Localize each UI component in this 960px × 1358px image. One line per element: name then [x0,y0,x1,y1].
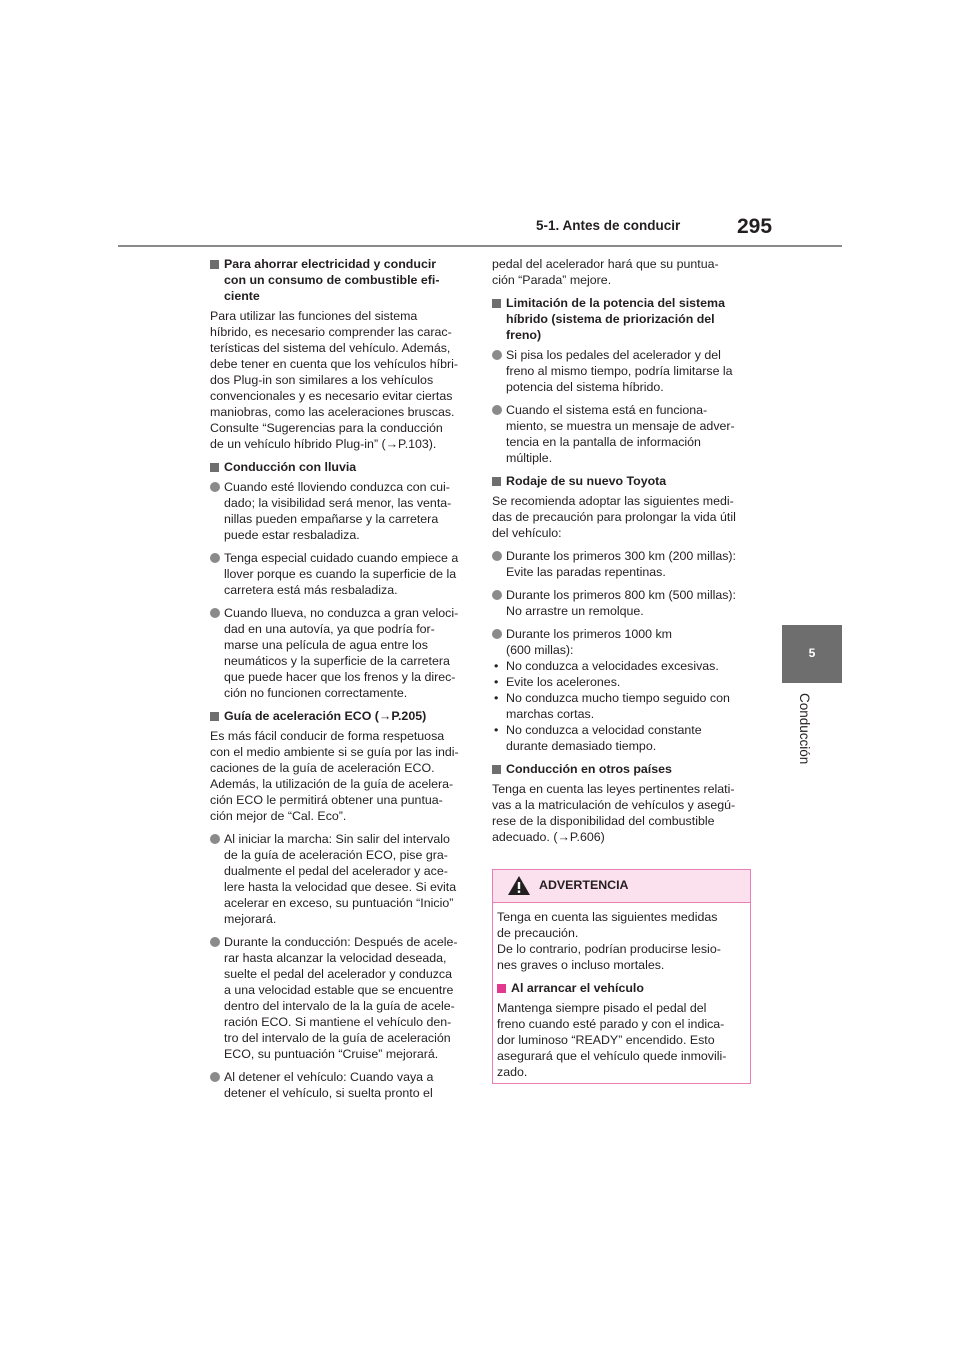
text-line: llover porque es cuando la superficie de la [224,567,457,581]
text-line: que puede hacer que los frenos y la direc- [224,670,456,684]
text-line: lere hasta la velocidad que desee. Si evita [224,880,457,894]
warning-header [493,870,750,903]
text-line: de la guía de aceleración ECO, pise gra- [224,848,448,862]
sub-bullet-mark: • [494,691,499,705]
text-line: miento, se muestra un mensaje de adver- [506,419,735,433]
text-line: neumáticos y la superficie de la carretera [224,654,450,668]
text-line: múltiple. [506,451,553,465]
text-line: detener el vehículo, si suelta pronto el [224,1086,433,1100]
bullet-item [210,934,466,1062]
text-line: carretera está más resbaladiza. [224,583,398,597]
header-rule [118,245,842,247]
chapter-tab-label: Conducción [797,693,812,765]
text-line: dad en una autovía, ya que podría for- [224,622,435,636]
text-line: pedal del acelerador hará que su puntua- [492,257,719,271]
text-line: ción no funcionen correctamente. [224,686,408,700]
paragraph-continued [492,256,748,288]
warning-triangle-icon [507,875,531,896]
text-line: tencia en la pantalla de información [506,435,701,449]
text-line: zado. [497,1065,528,1079]
sub-bullet-mark: • [494,675,499,689]
text-line: ción “Parada” mejore. [492,273,612,287]
text-line: Conducción con lluvia [224,460,357,474]
text-line: marse una película de agua entre los [224,638,428,652]
text-line: Cuando esté lloviendo conduzca con cui- [224,480,450,494]
text-line: Si pisa los pedales del acelerador y del [506,348,721,362]
text-line: Rodaje de su nuevo Toyota [506,474,667,488]
sub-bullet-item [492,674,748,690]
text-line: Mantenga siempre pisado el pedal del [497,1001,707,1015]
text-line: adecuado. (→P.606) [492,830,605,844]
text-line: Además, la utilización de la guía de acelera- [210,777,454,791]
paragraph [210,308,466,452]
square-bullet-icon [497,984,506,993]
text-line: Durante la conducción: Después de acele- [224,935,458,949]
text-line: caciones de la guía de aceleración ECO. [210,761,435,775]
text-line: Se recomienda adoptar las siguientes medi- [492,494,734,508]
bullet-item [210,831,466,927]
text-line: nes graves o incluso mortales. [497,958,665,972]
warning-intro [497,909,746,973]
text-line: ciente [224,289,260,303]
bullet-item [492,347,748,395]
text-line: de un vehículo híbrido Plug-in” (→P.103). [210,437,437,451]
circle-bullet-icon [210,553,220,563]
text-line: dado; la visibilidad será menor, las venta- [224,496,452,510]
section-heading [210,459,466,475]
paragraph [492,781,748,845]
bullet-item [492,587,748,619]
text-line: Al detener el vehículo: Cuando vaya a [224,1070,434,1084]
text-line: Limitación de la potencia del sistema [506,296,725,310]
square-bullet-icon [492,477,501,486]
sub-bullet-mark: • [494,723,499,737]
section-heading [492,761,748,777]
text-line: con un consumo de combustible efi- [224,273,440,287]
circle-bullet-icon [210,937,220,947]
warning-box [492,869,751,1084]
text-line: debe tener en cuenta que los vehículos híbri- [210,357,458,371]
text-line: a una velocidad estable que se encuentre [224,983,454,997]
text-line: (600 millas): [506,643,574,657]
warning-body [493,903,750,1080]
section-heading [210,708,466,724]
text-line: Conducción en otros países [506,762,672,776]
text-line: de precaución. [497,926,579,940]
chapter-tab-number: 5 [808,646,816,660]
text-line: De lo contrario, podrían producirse lesio- [497,942,721,956]
text-line: potencia del sistema híbrido. [506,380,664,394]
circle-bullet-icon [492,629,502,639]
sub-bullet-item [492,690,748,722]
bullet-item [210,479,466,543]
text-line: freno) [506,328,542,342]
text-line: vas a la matriculación de vehículos y asegú- [492,798,736,812]
text-line: tro del intervalo de la guía de aceleración [224,1031,451,1045]
text-line: No arrastre un remolque. [506,604,644,618]
text-line: No conduzca a velocidad constante [506,723,702,737]
text-line: puede estar resbaladiza. [224,528,360,542]
text-line: acelerar en exceso, su puntuación “Inicio” [224,896,454,910]
circle-bullet-icon [492,350,502,360]
text-line: Al arrancar el vehículo [511,981,644,995]
page-number: 295 [737,215,773,238]
square-bullet-icon [492,765,501,774]
circle-bullet-icon [210,608,220,618]
warning-paragraph [497,1000,746,1080]
text-line: Tenga en cuenta las siguientes medidas [497,910,718,924]
circle-bullet-icon [210,1072,220,1082]
text-line: híbrido (sistema de priorización del [506,312,715,326]
text-line: Guía de aceleración ECO (→P.205) [224,709,427,723]
square-bullet-icon [210,712,219,721]
bullet-item [210,605,466,701]
text-line: dualmente el pedal del acelerador y ace- [224,864,448,878]
sub-bullet-item [492,722,748,754]
bullet-item [492,402,748,466]
bullet-item [210,1069,466,1101]
text-line: freno cuando esté parado y con el indica- [497,1017,725,1031]
text-line: Evite los acelerones. [506,675,621,689]
circle-bullet-icon [492,590,502,600]
bullet-item [492,626,748,658]
section-header: 5-1. Antes de conducir [536,218,681,233]
text-line: rese de la disponibilidad del combustible [492,814,715,828]
bullet-item [210,550,466,598]
text-line: das de precaución para prolongar la vida útil [492,510,736,524]
text-line: ción ECO le permitirá obtener una puntua- [210,793,443,807]
text-line: suelte el pedal del acelerador y conduzca [224,967,452,981]
text-line: ECO, su puntuación “Cruise” mejorará. [224,1047,439,1061]
text-line: No conduzca mucho tiempo seguido con [506,691,730,705]
text-line: Durante los primeros 800 km (500 millas): [506,588,736,602]
left-column [210,256,466,1108]
text-line: durante demasiado tiempo. [506,739,657,753]
text-line: Tenga en cuenta las leyes pertinentes relati- [492,782,735,796]
square-bullet-icon [210,463,219,472]
text-line: No conduzca a velocidades excesivas. [506,659,719,673]
text-line: Durante los primeros 300 km (200 millas): [506,549,736,563]
text-line: maniobras, como las aceleraciones bruscas. [210,405,455,419]
text-line: Cuando el sistema está en funciona- [506,403,708,417]
text-line: nillas pueden empañarse y la carretera [224,512,439,526]
text-line: asegurará que el vehículo quede inmovili- [497,1049,727,1063]
circle-bullet-icon [210,482,220,492]
paragraph [492,493,748,541]
text-line: con el medio ambiente si se guía por las indi- [210,745,459,759]
text-line: híbrido, es necesario comprender las carac- [210,325,452,339]
text-line: terísticas del sistema del vehículo. Además, [210,341,451,355]
text-line: del vehículo: [492,526,562,540]
text-line: Para ahorrar electricidad y conducir [224,257,437,271]
paragraph [210,728,466,824]
text-line: dentro del intervalo de la la guía de acele- [224,999,455,1013]
text-line: marchas cortas. [506,707,595,721]
text-line: dos Plug-in son similares a los vehículos [210,373,434,387]
sub-bullet-mark: • [494,659,499,673]
text-line: Durante los primeros 1000 km [506,627,672,641]
circle-bullet-icon [492,551,502,561]
text-line: Es más fácil conducir de forma respetuosa [210,729,445,743]
text-line: dor luminoso “READY” encendido. Esto [497,1033,715,1047]
warning-heading [497,980,746,996]
right-column [492,256,748,852]
section-heading [492,473,748,489]
bullet-item [492,548,748,580]
text-line: Al iniciar la marcha: Sin salir del intervalo [224,832,450,846]
warning-title: ADVERTENCIA [539,878,629,892]
square-bullet-icon [210,260,219,269]
text-line: ración ECO. Si mantiene el vehículo den- [224,1015,452,1029]
chapter-tab [782,625,842,683]
circle-bullet-icon [210,834,220,844]
section-heading [210,256,466,304]
text-line: ción mejor de “Cal. Eco”. [210,809,347,823]
text-line: Para utilizar las funciones del sistema [210,309,418,323]
text-line: rar hasta alcanzar la velocidad deseada, [224,951,447,965]
text-line: mejorará. [224,912,277,926]
square-bullet-icon [492,299,501,308]
circle-bullet-icon [492,405,502,415]
text-line: Tenga especial cuidado cuando empiece a [224,551,459,565]
section-heading [492,295,748,343]
text-line: convencionales y es necesario evitar ciertas [210,389,453,403]
sub-bullet-item [492,658,748,674]
text-line: Evite las paradas repentinas. [506,565,666,579]
text-line: freno al mismo tiempo, podría limitarse la [506,364,733,378]
text-line: Consulte “Sugerencias para la conducción [210,421,443,435]
text-line: Cuando llueva, no conduzca a gran veloci- [224,606,459,620]
